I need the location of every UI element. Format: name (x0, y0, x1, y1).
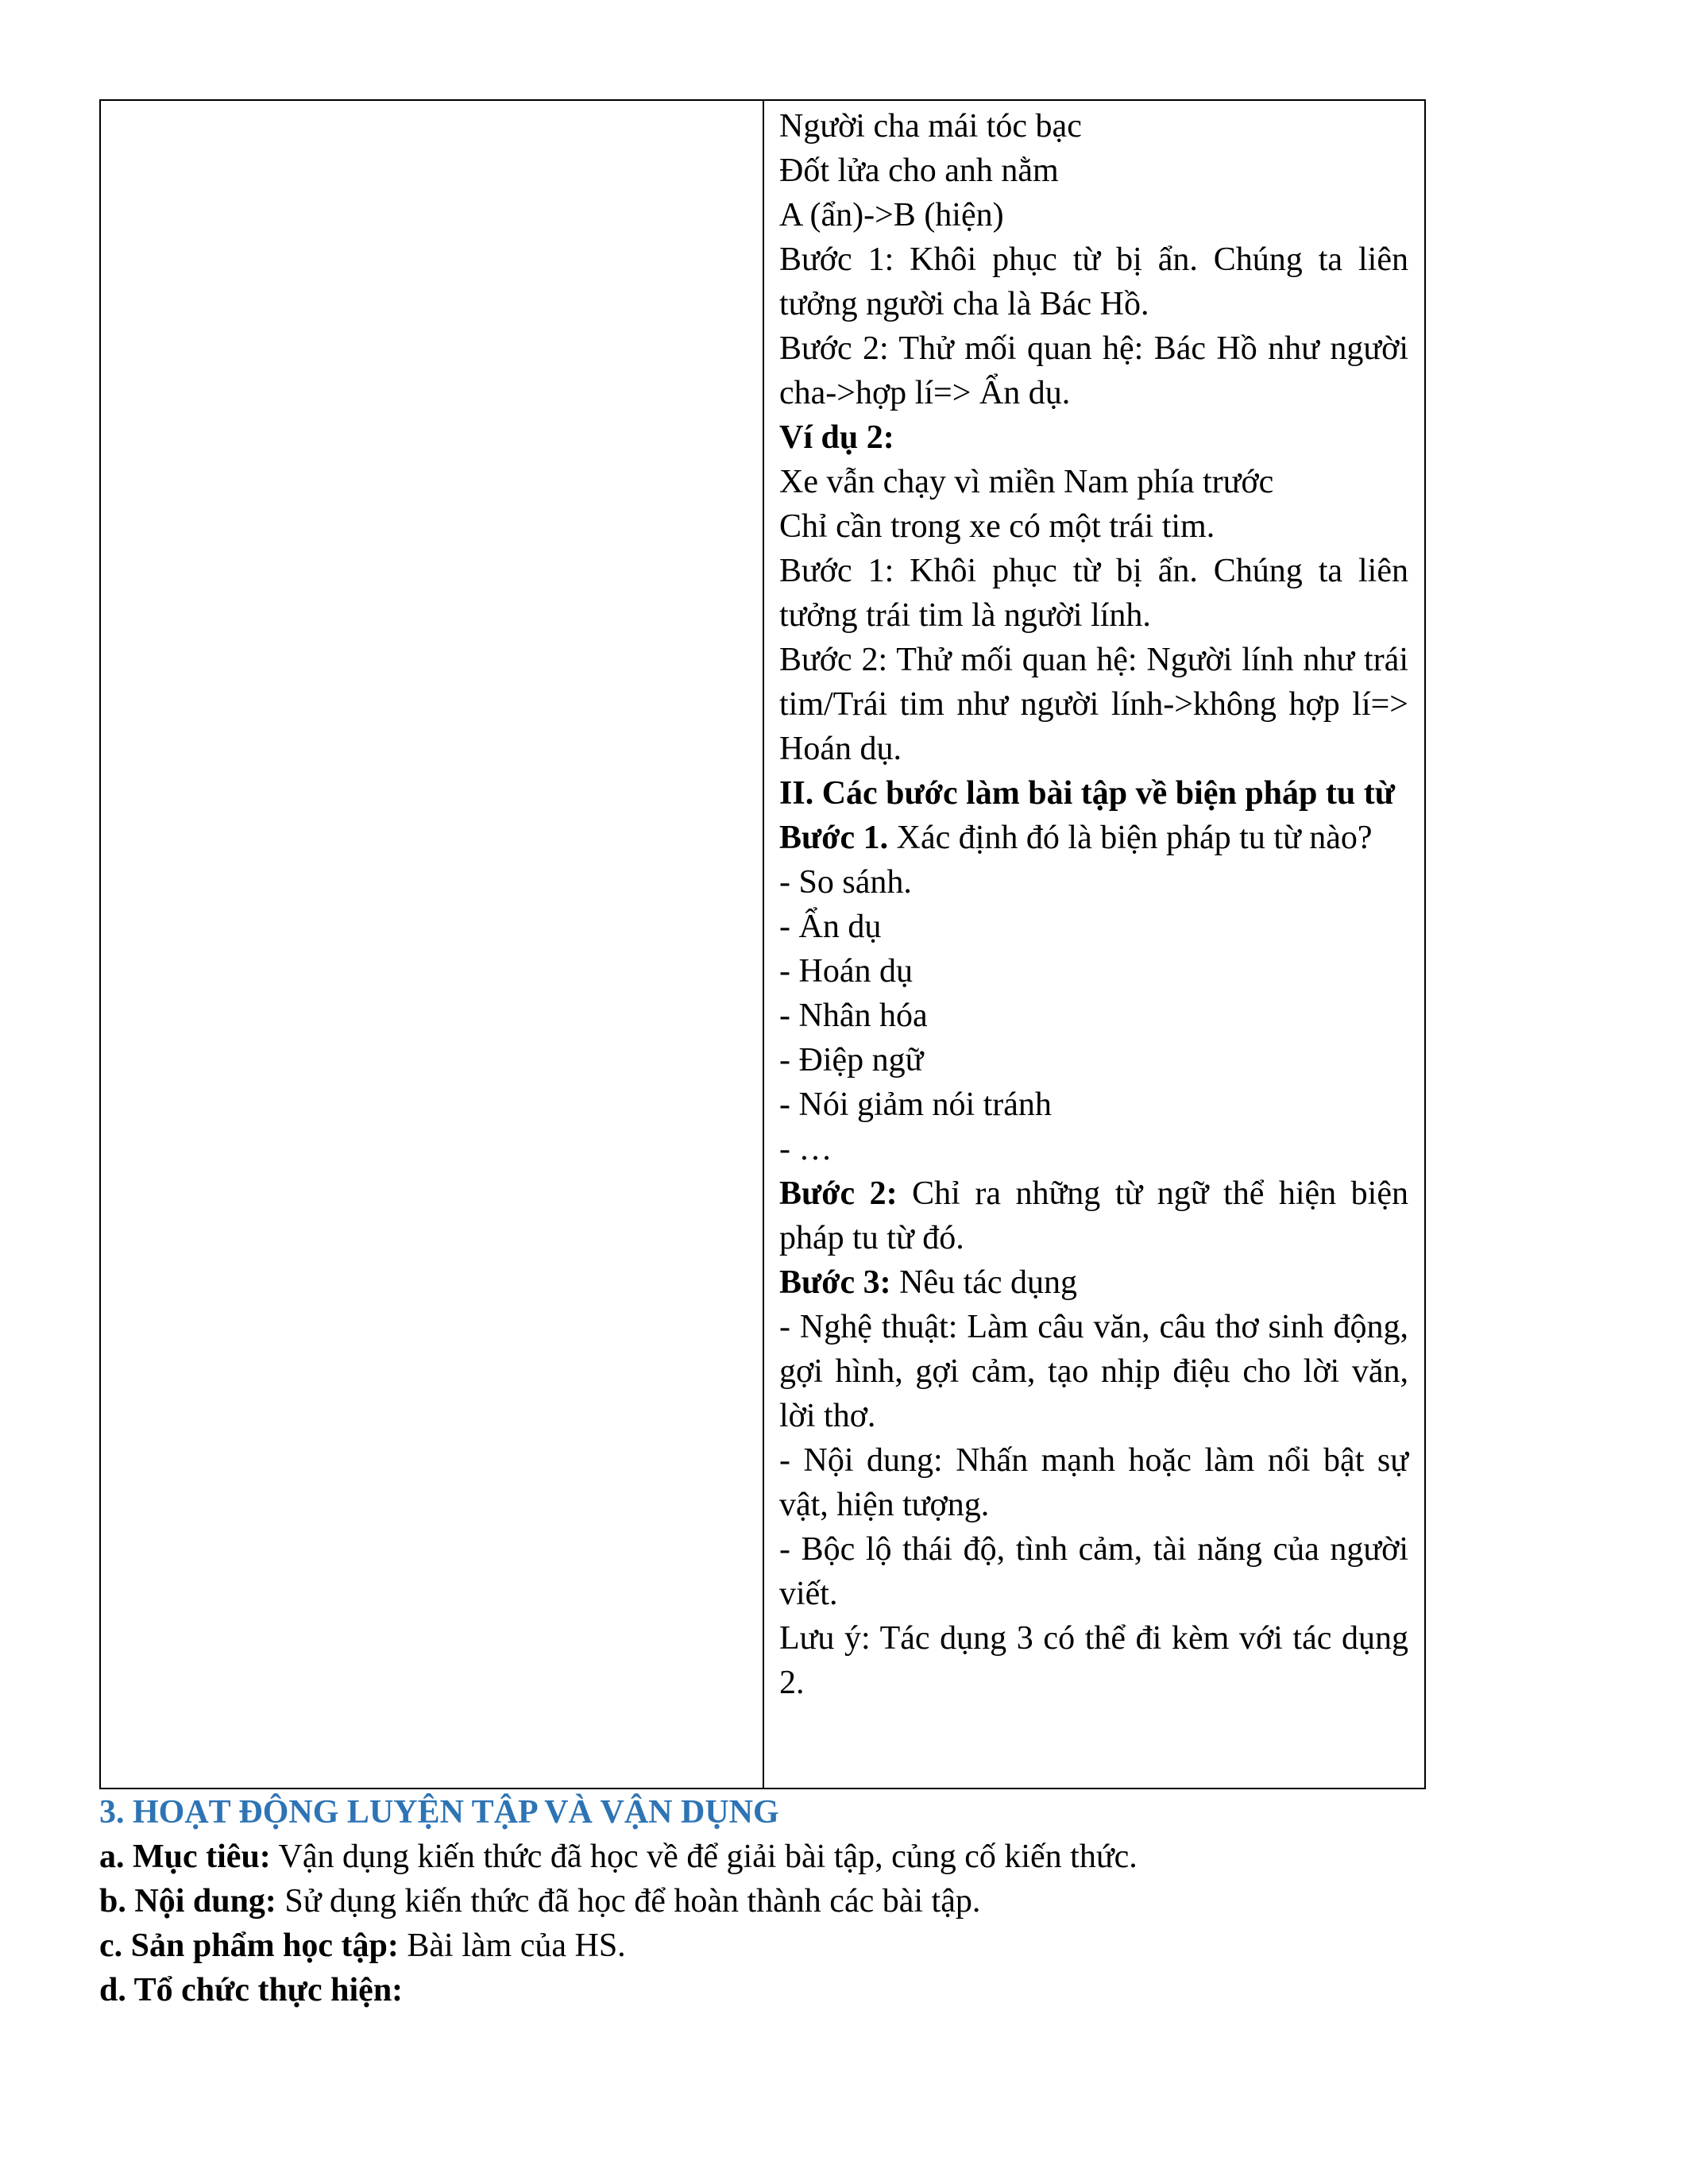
step1-label: Bước 1. (779, 820, 889, 856)
list-item: - … (779, 1131, 832, 1167)
formula-line: A (ẩn)->B (hiện) (779, 197, 1004, 233)
content-cell-text (764, 101, 1424, 1705)
example2-step2: Bước 2: Thử mối quan hệ: Người lính như trái tim/Trái tim như người lính->không hợp lí=> Hoán dụ. (779, 642, 1408, 767)
table-row (100, 100, 1425, 1788)
list-item: - Hoán dụ (779, 953, 913, 990)
step2-text: Chỉ ra những từ ngữ thể hiện biện pháp tu từ đó. (779, 1175, 1408, 1256)
example1-step2: Bước 2: Thử mối quan hệ: Bác Hồ như người cha->hợp lí=> Ẩn dụ. (779, 330, 1408, 411)
content-cell (763, 100, 1425, 1788)
section3 (99, 1790, 1585, 2012)
goal-line (99, 1835, 1585, 1879)
content-line (99, 1879, 1585, 1924)
list-item: - Điệp ngữ (779, 1042, 924, 1078)
product-label: c. Sản phẩm học tập: (99, 1927, 399, 1964)
product-text: Bài làm của HS. (398, 1927, 626, 1964)
effect-attitude: - Bộc lộ thái độ, tình cảm, tài năng của người viết. (779, 1531, 1408, 1612)
step3-paragraph (779, 1260, 1408, 1305)
section2-title: II. Các bước làm bài tập về biện pháp tu từ (779, 775, 1395, 812)
step1-text: Xác định đó là biện pháp tu từ nào? (888, 820, 1373, 856)
list-item: - Nhân hóa (779, 997, 928, 1034)
step2-label: Bước 2: (779, 1175, 898, 1212)
list-item: - Ẩn dụ (779, 909, 882, 945)
poem-line-1: Người cha mái tóc bạc (779, 108, 1082, 145)
step3-label: Bước 3: (779, 1264, 891, 1301)
step3-text: Nêu tác dụng (890, 1264, 1078, 1301)
goal-label: a. Mục tiêu: (99, 1839, 271, 1875)
content-label: b. Nội dung: (99, 1883, 276, 1920)
goal-text: Vận dụng kiến thức đã học về để giải bài tập, củng cố kiến thức. (270, 1839, 1138, 1875)
effect-content: - Nội dung: Nhấn mạnh hoặc làm nổi bật sự vật, hiện tượng. (779, 1442, 1408, 1523)
effect-note: Lưu ý: Tác dụng 3 có thể đi kèm với tác dụng 2. (779, 1620, 1408, 1701)
content-text: Sử dụng kiến thức đã học để hoàn thành các bài tập. (276, 1883, 981, 1920)
product-line (99, 1924, 1585, 1968)
teacher-activity-cell (100, 100, 763, 1788)
effect-art: - Nghệ thuật: Làm câu văn, câu thơ sinh động, gợi hình, gợi cảm, tạo nhịp điệu cho lời văn, lời thơ. (779, 1309, 1408, 1434)
lesson-table (99, 99, 1426, 1789)
list-item: - So sánh. (779, 864, 912, 901)
example1-step1: Bước 1: Khôi phục từ bị ẩn. Chúng ta liên tưởng người cha là Bác Hồ. (779, 241, 1408, 322)
example2-poem-line-2: Chỉ cần trong xe có một trái tim. (779, 508, 1215, 545)
organization-line (99, 1968, 1585, 2012)
poem-line-2: Đốt lửa cho anh nằm (779, 152, 1059, 189)
section3-heading: 3. HOẠT ĐỘNG LUYỆN TẬP VÀ VẬN DỤNG (99, 1794, 779, 1831)
organization-label: d. Tổ chức thực hiện: (99, 1972, 404, 2008)
example2-step1: Bước 1: Khôi phục từ bị ẩn. Chúng ta liên tưởng trái tim là người lính. (779, 553, 1408, 634)
example2-title: Ví dụ 2: (779, 419, 894, 456)
example2-poem-line-1: Xe vẫn chạy vì miền Nam phía trước (779, 464, 1274, 500)
step1-paragraph (779, 816, 1408, 860)
step2-paragraph (779, 1171, 1408, 1260)
list-item: - Nói giảm nói tránh (779, 1086, 1052, 1123)
